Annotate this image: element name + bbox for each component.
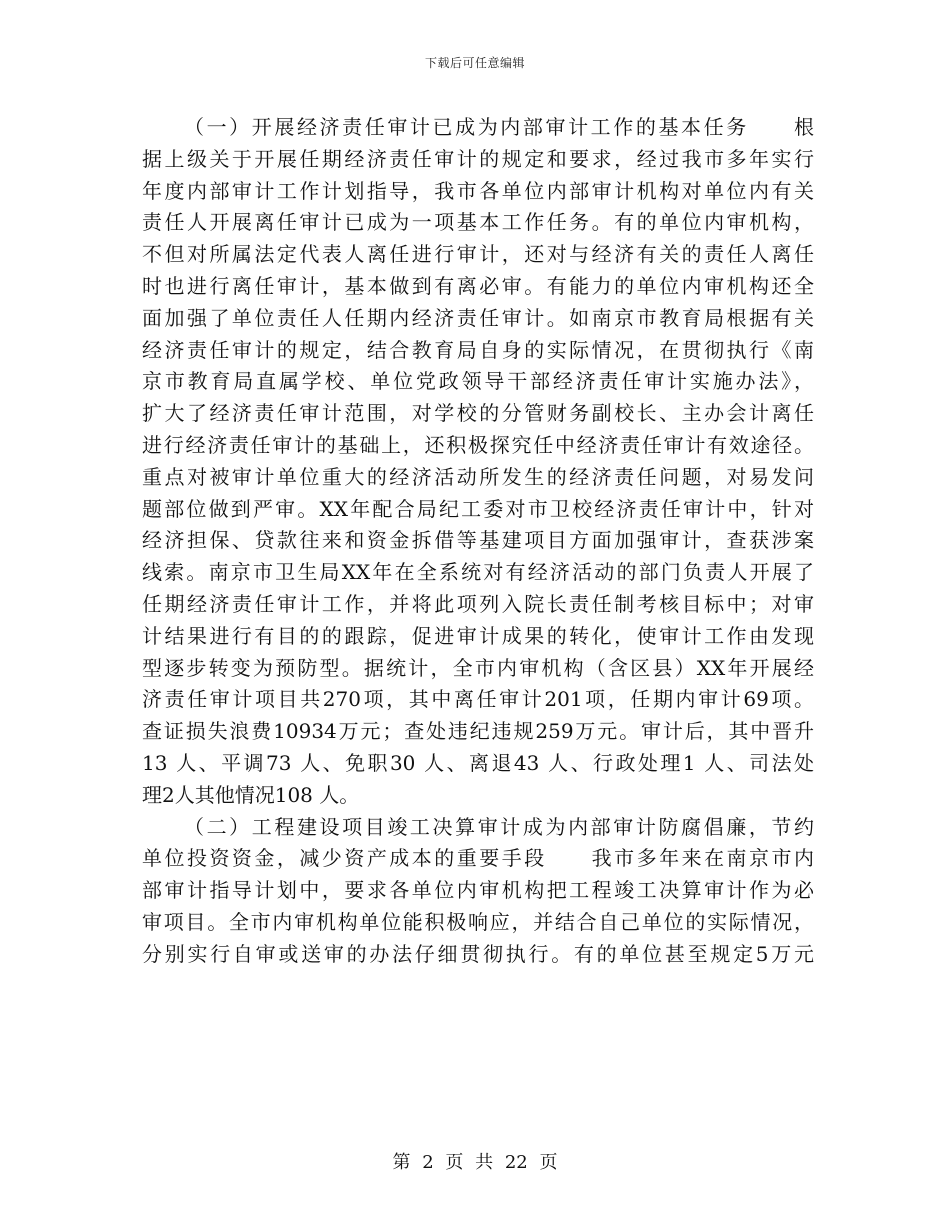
text-line: 进行经济责任审计的基础上，还积极探究任中经济责任审计有效途径。 (142, 432, 814, 457)
text-line: 13 人、平调73 人、免职30 人、离退43 人、行政处理1 人、司法处 (142, 750, 814, 775)
text-line: （二）工程建设项目竣工决算审计成为内部审计防腐倡廉，节约 (184, 814, 814, 839)
page-footer: 第 2 页 共 22 页 (392, 1152, 558, 1173)
text-line: 线索。南京市卫生局XX年在全系统对有经济活动的部门负责人开展了 (142, 560, 814, 585)
text-line: 不但对所属法定代表人离任进行审计，还对与经济有关的责任人离任 (142, 242, 814, 267)
text-line: 经济责任审计的规定，结合教育局自身的实际情况，在贯彻执行《南 (142, 337, 814, 362)
text-line: 分别实行自审或送审的办法仔细贯彻执行。有的单位甚至规定5万元 (142, 941, 814, 966)
text-line: 型逐步转变为预防型。据统计，全市内审机构（含区县）XX年开展经 (142, 655, 814, 680)
paragraph-2 (142, 812, 814, 971)
text-line: 京市教育局直属学校、单位党政领导干部经济责任审计实施办法》， (142, 369, 814, 394)
text-line: 查证损失浪费10934万元；查处违纪违规259万元。审计后，其中晋升 (142, 719, 814, 744)
text-line: 责任人开展离任审计已成为一项基本工作任务。有的单位内审机构， (142, 210, 814, 235)
text-line: 经济担保、贷款往来和资金拆借等基建项目方面加强审计，查获涉案 (142, 528, 814, 553)
text-line: 单位投资资金，减少资产成本的重要手段 我市多年来在南京市内 (142, 846, 814, 871)
text-line: 年度内部审计工作计划指导，我市各单位内部审计机构对单位内有关 (142, 178, 814, 203)
text-line: 题部位做到严审。XX年配合局纪工委对市卫校经济责任审计中，针对 (142, 496, 814, 521)
text-line: （一）开展经济责任审计已成为内部审计工作的基本任务 根 (184, 115, 814, 139)
text-line: 时也进行离任审计，基本做到有离必审。有能力的单位内审机构还全 (142, 273, 814, 298)
text-line: 任期经济责任审计工作，并将此项列入院长责任制考核目标中；对审 (142, 591, 814, 616)
text-line: 济责任审计项目共270项，其中离任审计201项，任期内审计69项。 (142, 687, 814, 712)
text-line: 面加强了单位责任人任期内经济责任审计。如南京市教育局根据有关 (142, 305, 814, 330)
document-body (142, 112, 814, 971)
text-line: 计结果进行有目的的跟踪，促进审计成果的转化，使审计工作由发现 (142, 623, 814, 648)
text-line: 理2人其他情况108 人。 (142, 782, 360, 807)
text-line: 部审计指导计划中，要求各单位内审机构把工程竣工决算审计作为必 (142, 878, 814, 903)
text-line: 据上级关于开展任期经济责任审计的规定和要求，经过我市多年实行 (142, 146, 814, 171)
paragraph-1 (142, 112, 814, 812)
text-line: 重点对被审计单位重大的经济活动所发生的经济责任问题，对易发问 (142, 464, 814, 489)
text-line: 扩大了经济责任审计范围，对学校的分管财务副校长、主办会计离任 (142, 401, 814, 426)
page-header: 下载后可任意编辑 (424, 56, 525, 70)
text-line: 审项目。全市内审机构单位能积极响应，并结合自己单位的实际情况， (142, 909, 814, 934)
